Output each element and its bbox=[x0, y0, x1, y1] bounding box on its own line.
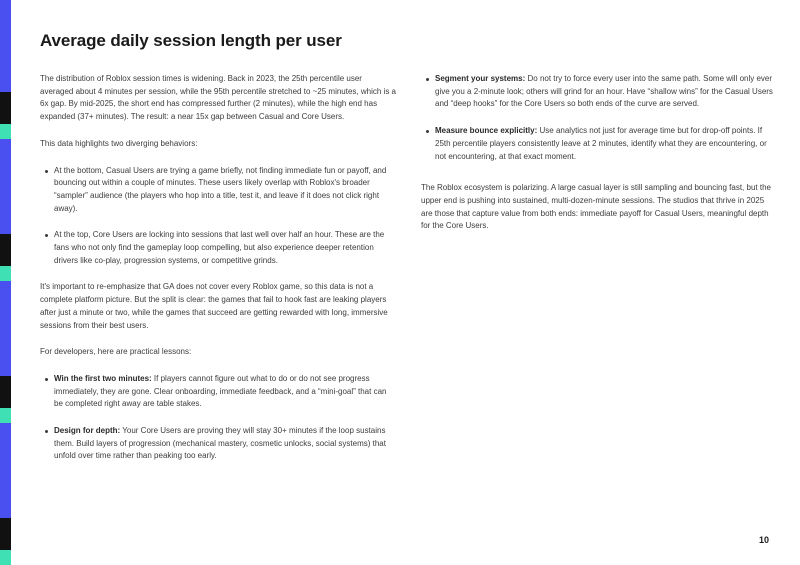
left-column bbox=[40, 73, 396, 477]
list-item bbox=[421, 73, 773, 111]
list-item-text: Your Core Users are proving they will stay 30+ minutes if the loop sustains them. Build layers of progression (mechanical mastery, cosmetic unlocks, social systems) that unfold over time rather than peaking too early. bbox=[54, 426, 386, 461]
list-item-text: Do not try to force every user into the same path. Some will only ever give you a 2-minute look; others will grind for an hour. Have “shallow wins” for the Casual Users and “deep hooks” for the Core Users so both ends of the curve are served. bbox=[435, 74, 773, 109]
strip-segment bbox=[0, 423, 11, 518]
page-number: 10 bbox=[758, 535, 769, 545]
coverage-paragraph: It's important to re-emphasize that GA does not cover every Roblox game, so this data is not a complete platform picture. But the split is clear: the games that fail to hook fast are leaking players after just a minute or two, while the games that succeed are getting rewarded with long, immersive sessions from their best users. bbox=[40, 282, 388, 330]
conclusion-paragraph: The Roblox ecosystem is polarizing. A large casual layer is still sampling and bouncing fast, but the upper end is pushing into sustained, multi-dozen-minute sessions. The studios that thrive in 2025 are those that capture value from both ends: immediate payoff for Casual Users, meaningful depth for the Core Users. bbox=[421, 183, 771, 231]
list-item bbox=[421, 125, 773, 163]
strip-segment bbox=[0, 550, 11, 565]
strip-segment bbox=[0, 408, 11, 423]
lessons-intro: For developers, here are practical lessons: bbox=[40, 347, 192, 357]
list-item-lead: Segment your systems: bbox=[435, 74, 526, 83]
behaviors-intro: This data highlights two diverging behaviors: bbox=[40, 138, 198, 148]
lessons-list-continued bbox=[421, 73, 773, 163]
list-item: At the top, Core Users are locking into sessions that last well over half an hour. These are the fans who not only find the gameplay loop compelling, but also experience deeper retention drivers like co-play, progression systems, or competitive grinds. bbox=[40, 229, 396, 267]
list-item bbox=[40, 373, 396, 411]
list-item-lead: Design for depth: bbox=[54, 426, 121, 436]
strip-segment bbox=[0, 281, 11, 376]
strip-segment bbox=[0, 518, 11, 550]
behaviors-list bbox=[40, 165, 396, 268]
list-item-lead: Measure bounce explicitly: bbox=[435, 126, 538, 136]
list-item: At the bottom, Casual Users are trying a game briefly, not finding immediate fun or payoff, and bouncing out within a couple of minutes. These users likely overlap with Roblox's broader “sampler” audience (the players who hop into a title, test it, and leave if it does not click right away). bbox=[40, 165, 396, 216]
list-item-text: Use analytics not just for average time but for drop-off points. If 25th percentile players consistently leave at 2 minutes, identify what they are encountering, or not encountering, at that exact moment. bbox=[435, 126, 767, 161]
strip-segment bbox=[0, 376, 11, 408]
lessons-list bbox=[40, 373, 396, 463]
strip-segment bbox=[0, 0, 11, 92]
strip-segment bbox=[0, 234, 11, 266]
strip-segment bbox=[0, 139, 11, 234]
strip-segment bbox=[0, 124, 11, 139]
decorative-side-strip bbox=[0, 0, 11, 565]
strip-segment bbox=[0, 92, 11, 124]
right-column bbox=[421, 73, 773, 247]
list-item-text: If players cannot figure out what to do or do not see progress immediately, they are gone. Clear onboarding, immediate feedback, and a “mini-goal” that can be completed right away are table stakes. bbox=[54, 373, 387, 409]
list-item bbox=[40, 425, 396, 463]
page-title: Average daily session length per user bbox=[40, 31, 342, 50]
intro-paragraph: The distribution of Roblox session times is widening. Back in 2023, the 25th percentile user averaged about 4 minutes per session, while the 95th percentile stretched to ~25 minutes, which is a 6x gap. By mid-2025, the short end has compressed further (2 minutes), while the high end has expanded (37+ minutes). The result: a near 15x gap between Casual and Core Users. bbox=[40, 74, 396, 122]
strip-segment bbox=[0, 266, 11, 281]
list-item-lead: Win the first two minutes: bbox=[54, 373, 152, 383]
